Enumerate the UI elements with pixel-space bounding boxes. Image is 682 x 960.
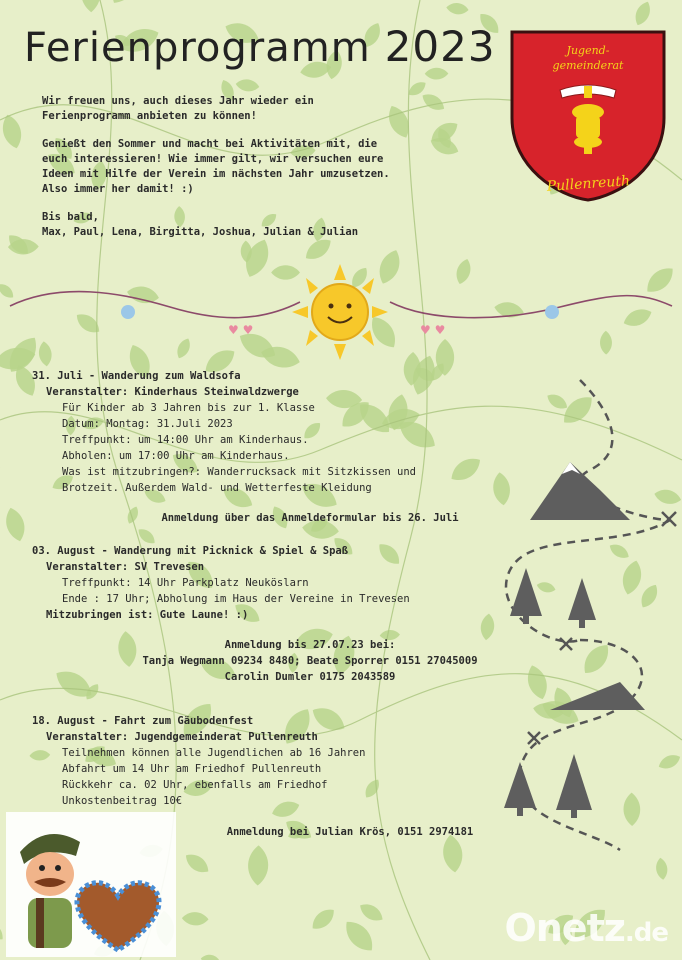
event-3 — [32, 713, 365, 809]
event-line: Datum: Montag: 31.Juli 2023 — [62, 418, 233, 430]
intro-greeting: Bis bald, — [42, 211, 99, 223]
event-title: 03. August - Wanderung mit Picknick & Spiel & Spaß — [32, 545, 349, 557]
tree-icon — [504, 568, 596, 818]
event-line: Treffpunkt: 14 Uhr Parkplatz Neuköslarn — [62, 577, 309, 589]
page-title — [24, 22, 496, 71]
intro-paragraph-2: Genießt den Sommer und macht bei Aktivitäten mit, die euch interessieren! Wie immer gilt, wir versuchen eure Ideen mit Hilfe der Verein im nächsten Jahr umzusetzen. Also immer her damit! :) — [42, 138, 390, 195]
event-2-registration — [100, 637, 520, 685]
event-line: Ende : 17 Uhr; Abholung im Haus der Vereine in Trevesen — [62, 593, 410, 605]
event-line: Unkostenbeitrag 10€ — [62, 795, 183, 807]
intro-paragraph-1: Wir freuen uns, auch dieses Jahr wieder ein Ferienprogramm anbieten zu können! — [42, 95, 314, 122]
event-1-registration — [120, 510, 500, 526]
event-1 — [32, 368, 416, 496]
title-text: Ferienprogramm — [24, 25, 371, 71]
event-2 — [32, 543, 410, 623]
watermark-tld: .de — [624, 918, 668, 948]
event-line: Abholen: um 17:00 Uhr am Kinderhaus. — [62, 450, 290, 462]
watermark-brand: Onetz — [504, 906, 625, 950]
flower-icon — [121, 305, 135, 319]
trail-map-illustration — [470, 370, 682, 870]
onetz-watermark — [504, 906, 668, 950]
event-3-registration — [180, 824, 520, 840]
event-line: Was ist mitzubringen?: Wanderrucksack mit Sitzkissen und — [62, 466, 417, 478]
event-title: 31. Juli - Wanderung zum Waldsofa — [32, 370, 241, 382]
registration-line: Tanja Wegmann 09234 8480; Beate Sporrer 0151 27045009 — [142, 655, 478, 667]
event-organizer: Veranstalter: SV Trevesen — [46, 561, 205, 573]
svg-text:Jugend-: Jugend- — [566, 44, 610, 57]
event-line: Treffpunkt: um 14:00 Uhr am Kinderhaus. — [62, 434, 309, 446]
sun-icon — [292, 264, 388, 360]
svg-text:gemeinderat: gemeinderat — [552, 59, 624, 72]
mountain-icon — [530, 462, 630, 520]
crest-logo — [508, 28, 668, 203]
event-bring: Mitzubringen ist: Gute Laune! :) — [46, 609, 249, 621]
event-line: Rückkehr ca. 02 Uhr, ebenfalls am Friedhof — [62, 779, 328, 791]
event-line: Für Kinder ab 3 Jahren bis zur 1. Klasse — [62, 402, 315, 414]
mascot-illustration — [6, 812, 176, 957]
svg-text:♥ ♥: ♥ ♥ — [228, 323, 254, 337]
registration-line: Anmeldung bis 27.07.23 bei: — [224, 639, 396, 651]
event-line: Teilnehmen können alle Jugendlichen ab 16 Jahren — [62, 747, 366, 759]
registration-line: Anmeldung über das Anmeldeformular bis 26. Juli — [161, 512, 459, 524]
event-line: Brotzeit. Außerdem Wald- und Wetterfeste Kleidung — [62, 482, 372, 494]
event-organizer: Veranstalter: Kinderhaus Steinwaldzwerge — [46, 386, 299, 398]
svg-text:Pullenreuth: Pullenreuth — [546, 173, 631, 195]
intro-signature: Max, Paul, Lena, Birgitta, Joshua, Julian & Julian — [42, 226, 359, 238]
title-year: 2023 — [384, 22, 496, 71]
sun-divider — [0, 262, 682, 362]
flower-icon — [545, 305, 559, 319]
svg-text:♥ ♥: ♥ ♥ — [420, 323, 446, 337]
registration-line: Carolin Dumler 0175 2043589 — [224, 671, 396, 683]
event-line: Abfahrt um 14 Uhr am Friedhof Pullenreuth — [62, 763, 322, 775]
event-organizer: Veranstalter: Jugendgemeinderat Pullenreuth — [46, 731, 318, 743]
mountain-icon — [550, 682, 645, 710]
event-title: 18. August - Fahrt zum Gäubodenfest — [32, 715, 254, 727]
registration-line: Anmeldung bei Julian Krös, 0151 2974181 — [226, 826, 474, 838]
intro-text — [42, 94, 392, 253]
